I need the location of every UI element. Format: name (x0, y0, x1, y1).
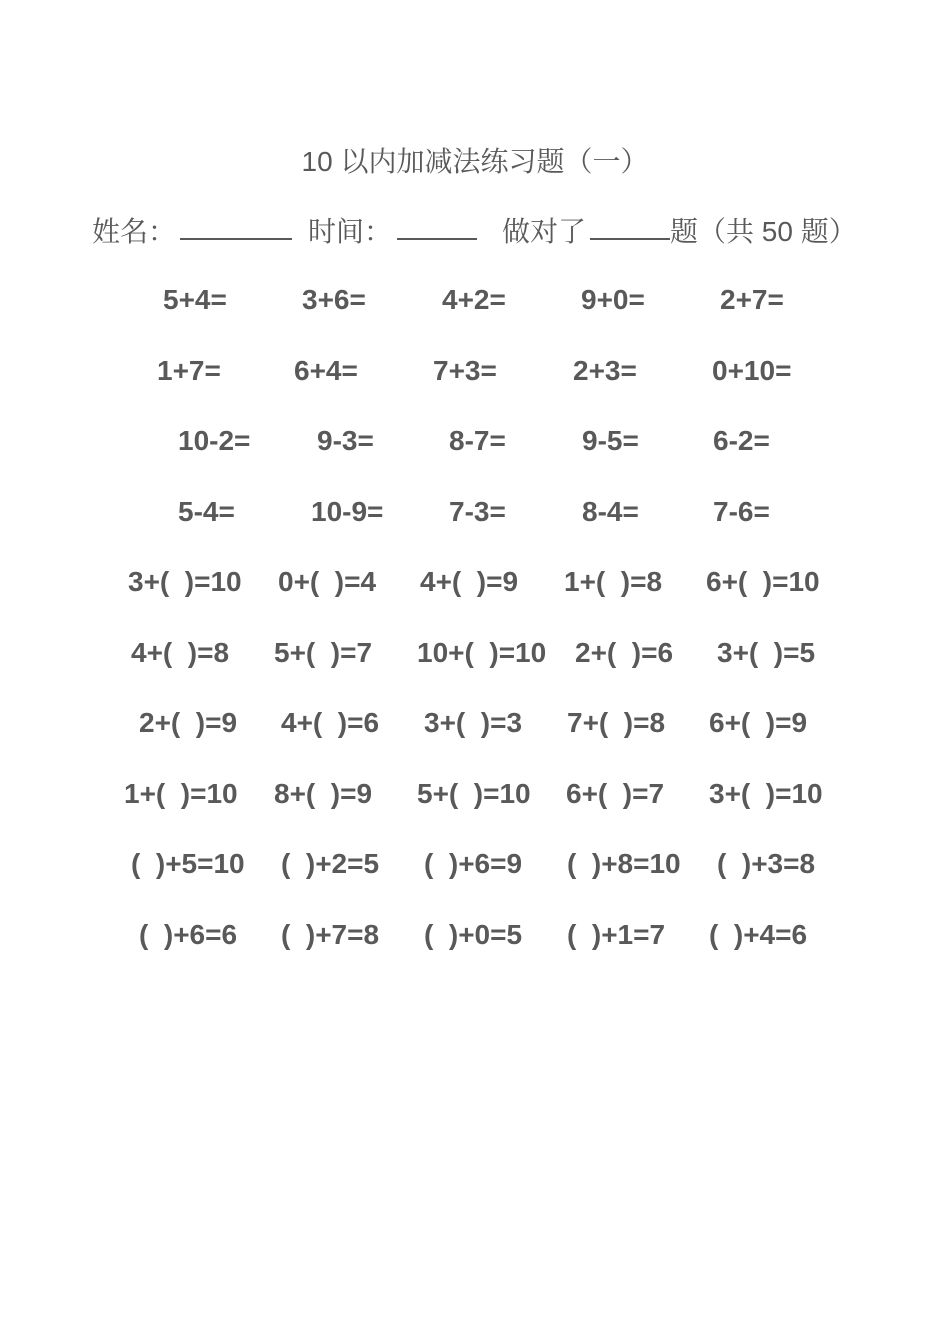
problem-r4-c2[interactable]: 10-9= (311, 496, 384, 527)
problem-r5-c2[interactable]: 0+( )=4 (278, 566, 377, 597)
problem-r10-c3[interactable]: ( )+0=5 (424, 919, 523, 950)
total-label: 题（共 50 题） (670, 216, 857, 247)
problem-r5-c1[interactable]: 3+( )=10 (128, 566, 242, 597)
problem-r10-c2[interactable]: ( )+7=8 (281, 919, 380, 950)
correct-count-blank[interactable] (590, 214, 670, 240)
problem-r9-c3[interactable]: ( )+6=9 (424, 848, 523, 879)
time-label: 时间： (308, 216, 393, 247)
problem-r7-c2[interactable]: 4+( )=6 (281, 707, 380, 738)
problem-r8-c5[interactable]: 3+( )=10 (709, 778, 823, 809)
problem-r7-c4[interactable]: 7+( )=8 (567, 707, 666, 738)
problem-r6-c1[interactable]: 4+( )=8 (131, 637, 230, 668)
correct-label: 做对了 (502, 216, 587, 247)
problem-r5-c3[interactable]: 4+( )=9 (420, 566, 519, 597)
problem-r3-c4[interactable]: 9-5= (582, 425, 639, 456)
problem-r1-c4[interactable]: 9+0= (581, 284, 645, 315)
problem-r9-c4[interactable]: ( )+8=10 (567, 848, 681, 879)
problem-r7-c3[interactable]: 3+( )=3 (424, 707, 523, 738)
problem-r8-c3[interactable]: 5+( )=10 (417, 778, 531, 809)
problem-r4-c1[interactable]: 5-4= (178, 496, 235, 527)
problem-r5-c5[interactable]: 6+( )=10 (706, 566, 820, 597)
problem-r9-c5[interactable]: ( )+3=8 (717, 848, 816, 879)
problem-r2-c4[interactable]: 2+3= (573, 355, 637, 386)
problem-r8-c2[interactable]: 8+( )=9 (274, 778, 373, 809)
problem-r6-c2[interactable]: 5+( )=7 (274, 637, 373, 668)
problem-r5-c4[interactable]: 1+( )=8 (564, 566, 663, 597)
problem-r10-c1[interactable]: ( )+6=6 (139, 919, 238, 950)
problem-r4-c4[interactable]: 8-4= (582, 496, 639, 527)
problem-r3-c1[interactable]: 10-2= (178, 425, 251, 456)
problem-r3-c2[interactable]: 9-3= (317, 425, 374, 456)
problem-r1-c2[interactable]: 3+6= (302, 284, 366, 315)
problem-r8-c4[interactable]: 6+( )=7 (566, 778, 665, 809)
problem-r4-c5[interactable]: 7-6= (713, 496, 770, 527)
problem-r2-c3[interactable]: 7+3= (433, 355, 497, 386)
name-label: 姓名： (92, 216, 177, 247)
problem-r4-c3[interactable]: 7-3= (449, 496, 506, 527)
problem-r10-c5[interactable]: ( )+4=6 (709, 919, 808, 950)
problem-r9-c2[interactable]: ( )+2=5 (281, 848, 380, 879)
problem-r8-c1[interactable]: 1+( )=10 (124, 778, 238, 809)
problem-r1-c1[interactable]: 5+4= (163, 284, 227, 315)
problem-r1-c5[interactable]: 2+7= (720, 284, 784, 315)
worksheet-title: 10 以内加减法练习题（一） (301, 146, 649, 177)
problem-r2-c2[interactable]: 6+4= (294, 355, 358, 386)
problem-r7-c1[interactable]: 2+( )=9 (139, 707, 238, 738)
problem-r7-c5[interactable]: 6+( )=9 (709, 707, 808, 738)
problem-r6-c3[interactable]: 10+( )=10 (417, 637, 547, 668)
problem-r10-c4[interactable]: ( )+1=7 (567, 919, 666, 950)
problem-r3-c5[interactable]: 6-2= (713, 425, 770, 456)
time-blank[interactable] (397, 214, 477, 240)
problem-r6-c4[interactable]: 2+( )=6 (575, 637, 674, 668)
problem-r2-c1[interactable]: 1+7= (157, 355, 221, 386)
problem-r6-c5[interactable]: 3+( )=5 (717, 637, 816, 668)
problem-r3-c3[interactable]: 8-7= (449, 425, 506, 456)
problem-r9-c1[interactable]: ( )+5=10 (131, 848, 245, 879)
problem-r1-c3[interactable]: 4+2= (442, 284, 506, 315)
problem-r2-c5[interactable]: 0+10= (712, 355, 792, 386)
name-blank[interactable] (180, 214, 292, 240)
